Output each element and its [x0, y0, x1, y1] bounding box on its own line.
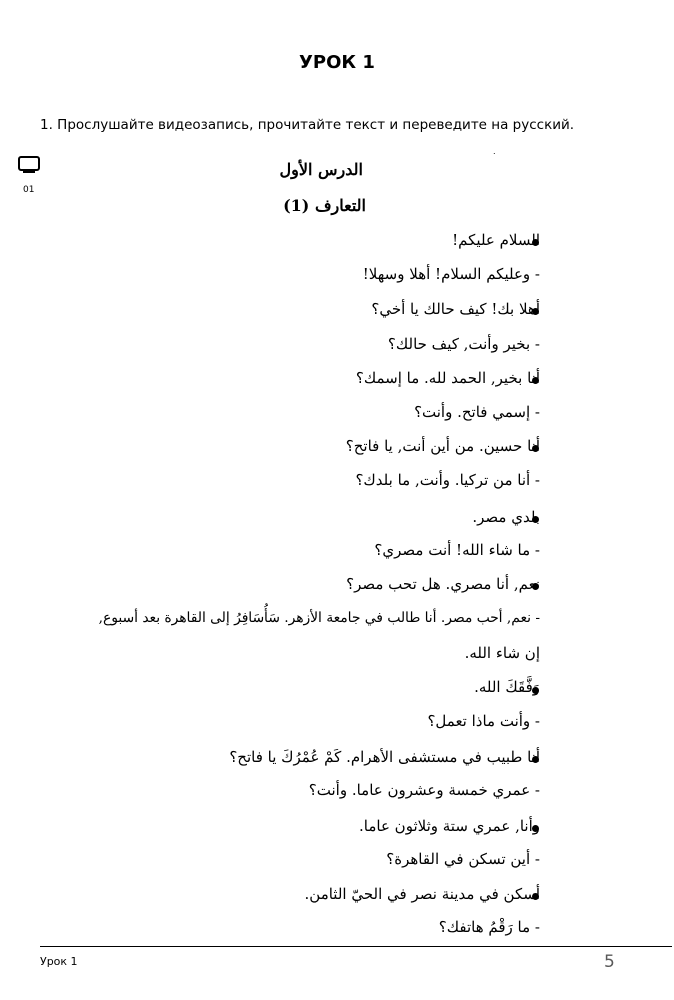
dialogue-line: نعم, أنا مصري. هل تحب مصر؟ — [346, 575, 540, 593]
video-number: 01 — [23, 185, 35, 195]
dialogue-line: أنا بخير, الحمد لله. ما إسمك؟ — [355, 369, 540, 387]
dialogue-line: - وأنت ماذا تعمل؟ — [427, 712, 540, 730]
dialogue-line: أهلا بك! كيف حالك يا أخي؟ — [371, 300, 540, 318]
dialogue-line: - ما رَقْمُ هاتفك؟ — [438, 918, 540, 936]
footer-divider — [40, 946, 672, 947]
dialogue-line: أنا طبيب في مستشفى الأهرام. كَمْ عُمْرُكَ يا فاتح؟ — [229, 748, 540, 766]
dialogue-line: وأنا, عمري ستة وثلاثون عاما. — [359, 817, 540, 835]
page-number: 5 — [604, 952, 615, 972]
tv-monitor-icon — [18, 156, 40, 173]
dialogue-line: - نعم, أحب مصر. أنا طالب في جامعة الأزهر. سَأُسَافِرُ إلى القاهرة بعد أسبوع, — [98, 610, 540, 626]
dialogue-line: - ما شاء الله! أنت مصري؟ — [374, 541, 540, 559]
dialogue-line: أسكن في مدينة نصر في الحيّ الثامن. — [304, 885, 540, 903]
footer-lesson-label: Урок 1 — [40, 955, 78, 968]
dialogue-line: - وعليكم السلام! أهلا وسهلا! — [362, 265, 540, 283]
dialogue-line: السلام عليكم! — [452, 231, 540, 249]
dialogue-line: وَفَّقَكَ الله. — [474, 678, 540, 696]
dialogue-line: - إسمي فاتح. وأنت؟ — [414, 403, 540, 421]
page-title: УРОК 1 — [299, 52, 375, 73]
lesson-subheading: التعارف (1) — [283, 196, 366, 215]
dialogue-line: إن شاء الله. — [464, 644, 540, 662]
dialogue-line: - أين تسكن في القاهرة؟ — [386, 850, 540, 868]
dialogue-line: أنا حسين. من أين أنت, يا فاتح؟ — [345, 437, 540, 455]
dialogue-line: بلدي مصر. — [472, 508, 540, 526]
dialogue-line: - أنا من تركيا. وأنت, ما بلدك؟ — [355, 471, 540, 489]
exercise-instruction: 1. Прослушайте видеозапись, прочитайте текст и переведите на русский. — [40, 117, 575, 133]
dialogue-line: - بخير وأنت, كيف حالك؟ — [387, 335, 540, 353]
lesson-heading: الدرس الأول — [279, 160, 363, 179]
dialogue-line: - عمري خمسة وعشرون عاما. وأنت؟ — [308, 781, 540, 799]
stray-dot: . — [493, 147, 496, 156]
